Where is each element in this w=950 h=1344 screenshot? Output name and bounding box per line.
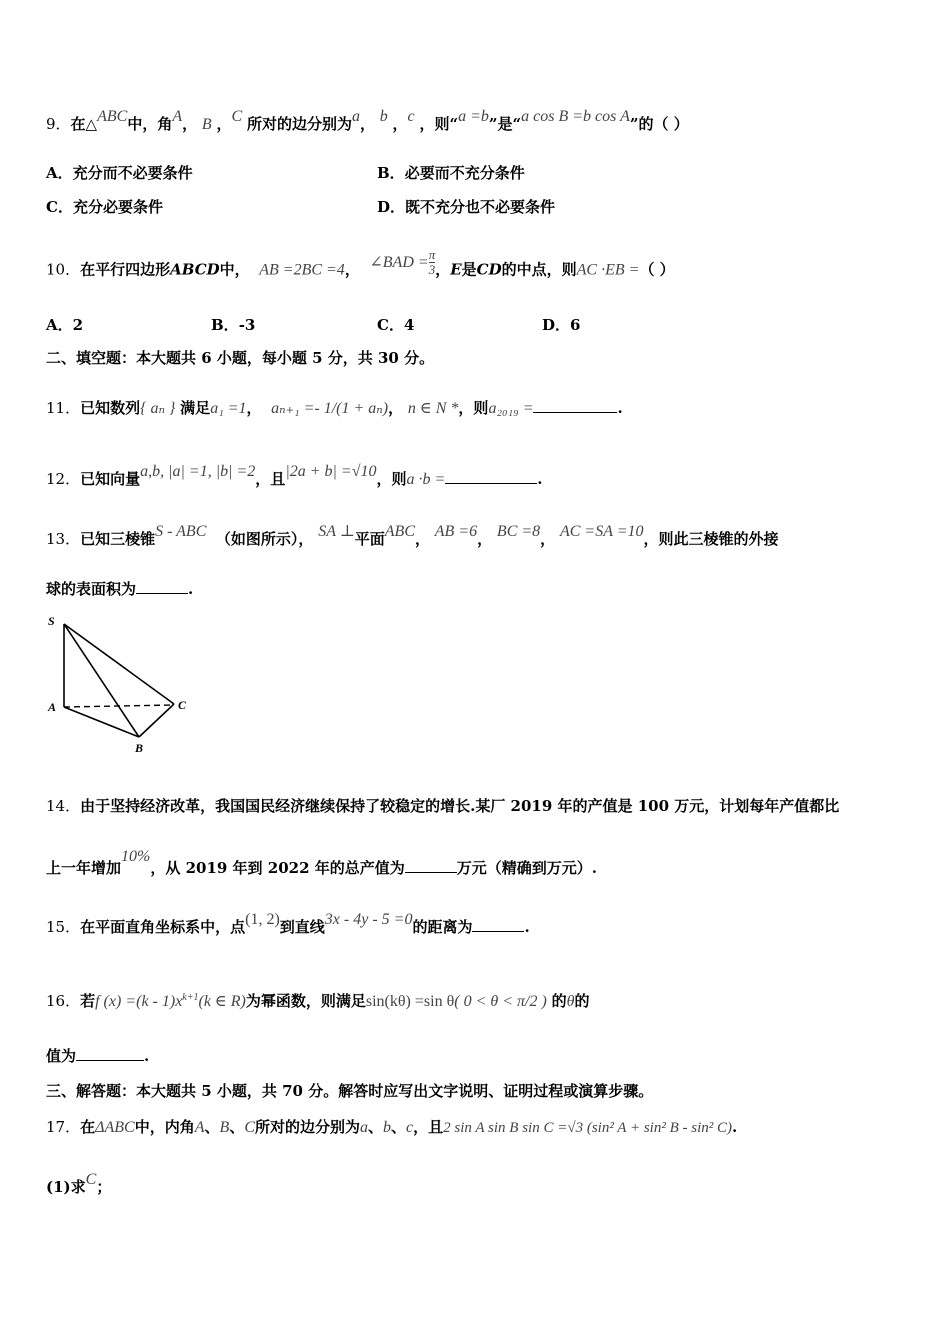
pi-over-3-fraction: $\frac{\pi}{3}$ xyxy=(428,247,436,277)
q9-option-a: A．充分而不必要条件 xyxy=(46,164,193,182)
q14-stem-cont: 上一年增加10%，从 2019 年到 2022 年的总产值为 万元（精确到万元）. xyxy=(46,848,597,877)
q9-option-d: D．既不充分也不必要条件 xyxy=(377,198,556,216)
q17-stem: 17．在ΔABC中，内角A、B、C所对的边分别为a、b、c，且2 sin A sin B sin C =√3 (sin² A + sin² B - sin² C). xyxy=(46,1118,738,1136)
edge-sc xyxy=(64,624,174,704)
label-s: S xyxy=(48,614,55,628)
pyramid-figure xyxy=(40,610,200,760)
q10-stem: 10．在平行四边形ABCD中， AB =2BC =4， ∠BAD = $\frac{\pi}{3}$ ，E是CD的中点，则AC ·EB =（ ） xyxy=(46,247,675,279)
q10-option-d: D．6 xyxy=(542,316,581,334)
q12-answer-blank[interactable] xyxy=(445,469,537,484)
label-c: C xyxy=(178,698,187,712)
q16-answer-blank[interactable] xyxy=(76,1046,144,1061)
q10-option-c: C．4 xyxy=(377,316,415,334)
edge-sb xyxy=(64,624,139,737)
edge-ac-hidden xyxy=(64,705,174,707)
edge-ab xyxy=(64,707,139,737)
q9-option-b: B．必要而不充分条件 xyxy=(377,164,525,182)
q9-stem: 9．在△ABC中，角A， B ，C 所对的边分别为a， b ，c ，则“a =b”是“a cos B =b cos A”的（ ） xyxy=(46,108,689,133)
math-abc: ABC xyxy=(97,108,128,125)
q9-number: 9． xyxy=(46,115,71,133)
q13-stem: 13．已知三棱锥S - ABC （如图所示）， SA ⊥平面ABC， AB =6， BC =8， AC =SA =10，则此三棱锥的外接 xyxy=(46,523,779,548)
q10-option-b: B．-3 xyxy=(211,316,256,334)
q9-option-c: C．充分必要条件 xyxy=(46,198,163,216)
q15-answer-blank[interactable] xyxy=(472,917,524,932)
q13-stem-cont: 球的表面积为 . xyxy=(46,580,194,598)
q11-answer-blank[interactable] xyxy=(533,398,617,413)
q15-stem: 15．在平面直角坐标系中，点(1, 2)到直线3x - 4y - 5 =0的距离为 . xyxy=(46,911,530,936)
q13-answer-blank[interactable] xyxy=(136,579,188,594)
section-solutions: 三、解答题：本大题共 5 小题，共 70 分。解答时应写出文字说明、证明过程或演算步骤。 xyxy=(46,1082,654,1100)
q16-stem-cont: 值为 . xyxy=(46,1047,150,1065)
q14-answer-blank[interactable] xyxy=(405,858,457,873)
q14-stem: 14．由于坚持经济改革，我国国民经济继续保持了较稳定的增长.某厂 2019 年的产值是 100 万元，计划每年产值都比 xyxy=(46,797,840,815)
section-fill-in: 二、填空题：本大题共 6 小题，每小题 5 分，共 30 分。 xyxy=(46,349,435,367)
label-b: B xyxy=(135,741,144,755)
q12-stem: 12．已知向量a,b, |a| =1, |b| =2，且|2a + b| =√10，则a ·b = . xyxy=(46,463,543,488)
label-a: A xyxy=(48,700,57,714)
q11-stem: 11．已知数列{ aₙ } 满足a₁ =1， aₙ₊₁ =- 1/(1 + aₙ)， n ∈ N *，则a₂₀₁₉ = . xyxy=(46,399,623,417)
q10-option-a: A．2 xyxy=(46,316,84,334)
q16-stem: 16．若f $(x) =(k - 1)x^{k+1}(k$ ∈ R)为幂函数，则满足sin(kθ) =sin θ( 0 < θ < π/2 ) 的θ的 xyxy=(46,992,590,1010)
edge-bc xyxy=(139,704,174,737)
q17-part1: (1)求C； xyxy=(46,1171,112,1196)
